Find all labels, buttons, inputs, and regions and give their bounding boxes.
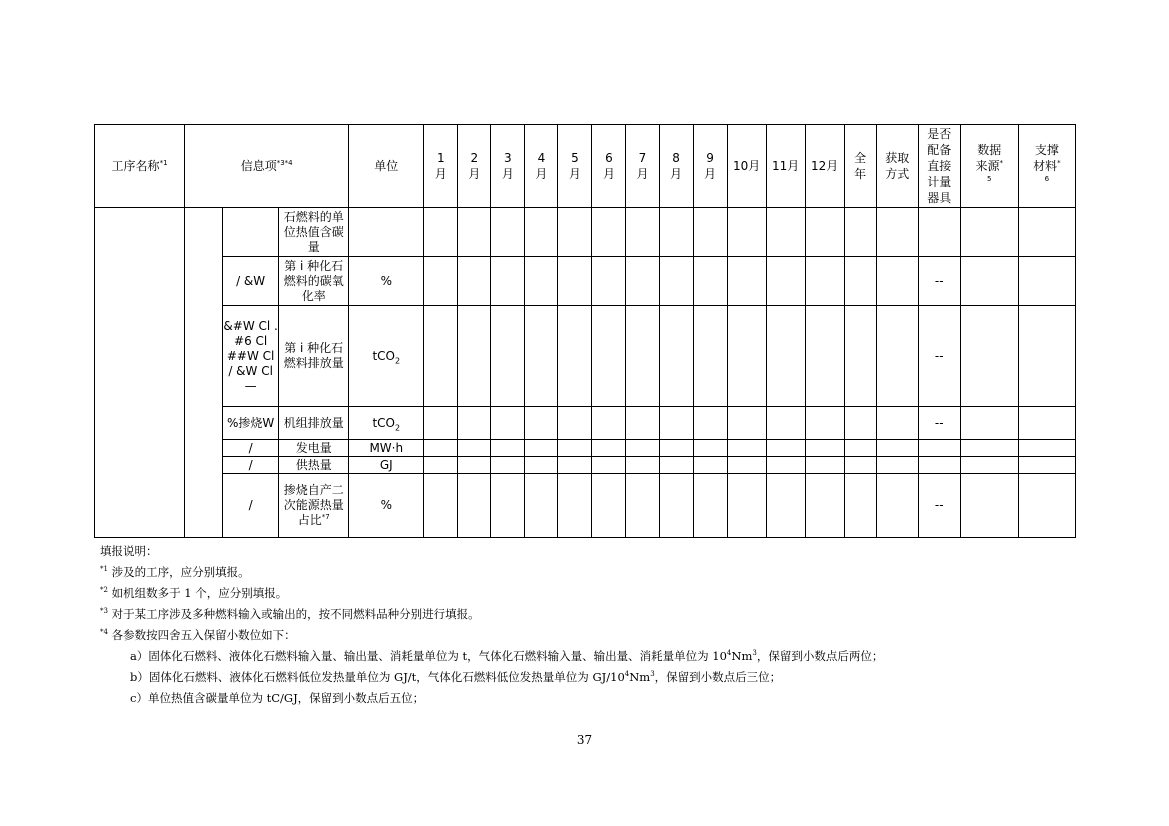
row-meter [918,440,960,457]
table-row [95,208,1076,257]
process-name-cell [95,208,185,538]
note-4c: c）单位热值含碳量单位为 tC/GJ，保留到小数点后五位； [130,691,425,705]
row-unit [349,208,424,257]
note-4: $^{*4}$ 各参数按四舍五入保留小数位如下： [100,628,296,642]
header-month-1: 1月 [424,125,458,208]
row-symbol: %掺烧W [223,407,279,440]
header-info-item: 信息项$^{*3*4}$ [185,125,349,208]
row-unit: tCO$_2$ [349,407,424,440]
row-unit: % [349,474,424,538]
header-support: 支撑材料$^{*6}$ [1018,125,1075,208]
row-unit: % [349,257,424,306]
header-process-name: 工序名称$^{*1}$ [95,125,185,208]
note-2: $^{*2}$ 如机组数多于 1 个，应分别填报。 [100,586,288,600]
header-data-source: 数据来源$^{*5}$ [960,125,1018,208]
header-month-10: 10月 [727,125,766,208]
header-month-3: 3月 [491,125,525,208]
header-row [95,125,1076,208]
row-description: 发电量 [279,440,349,457]
sub-group-cell [185,208,223,538]
row-symbol: / &W [223,257,279,306]
header-month-12: 12月 [805,125,844,208]
row-symbol [223,208,279,257]
row-description: 机组排放量 [279,407,349,440]
header-month-9: 9月 [693,125,727,208]
header-month-6: 6月 [592,125,626,208]
header-month-7: 7月 [626,125,659,208]
table-row [95,457,1076,474]
row-description: 石燃料的单位热值含碳量 [279,208,349,257]
header-month-2: 2月 [458,125,491,208]
header-acquisition: 获取方式 [876,125,918,208]
header-month-5: 5月 [558,125,592,208]
table-row [95,257,1076,306]
note-4a: a）固体化石燃料、液体化石燃料输入量、输出量、消耗量单位为 t，气体化石燃料输入量、输出量、消耗量单位为 $10^4Nm^3$，保留到小数点后两位； [130,649,884,663]
header-direct-meter: 是否配备直接计量器具 [918,125,960,208]
row-description: 第 i 种化石燃料的碳氧化率 [279,257,349,306]
header-month-8: 8月 [659,125,693,208]
reporting-table [94,124,1076,538]
row-description: 第 i 种化石燃料排放量 [279,306,349,407]
filling-notes [100,541,1060,709]
row-meter: -- [918,407,960,440]
row-meter [918,457,960,474]
row-unit: tCO$_2$ [349,306,424,407]
header-month-11: 11月 [766,125,805,208]
note-3: $^{*3}$ 对于某工序涉及多种燃料输入或输出的，按不同燃料品种分别进行填报。 [100,607,480,621]
row-description: 供热量 [279,457,349,474]
notes-title: 填报说明： [100,544,158,558]
table-row [95,407,1076,440]
table-row [95,306,1076,407]
row-symbol: / [223,457,279,474]
row-unit: GJ [349,457,424,474]
row-meter: -- [918,474,960,538]
row-unit: MW·h [349,440,424,457]
header-month-4: 4月 [525,125,558,208]
row-meter: -- [918,306,960,407]
row-meter: -- [918,257,960,306]
note-4b: b）固体化石燃料、液体化石燃料低位发热量单位为 GJ/t，气体化石燃料低位发热量单位为 $GJ/10^4Nm^3$，保留到小数点后三位； [130,670,782,684]
row-description: 掺烧自产二次能源热量占比$^{*7}$ [279,474,349,538]
header-unit: 单位 [349,125,424,208]
row-symbol: / [223,440,279,457]
row-symbol: &#W Cl . #6 Cl ##W Cl / &W Cl — [223,306,279,407]
header-full-year: 全年 [844,125,876,208]
page-number: 37 [576,733,593,747]
table-row [95,474,1076,538]
row-symbol: / [223,474,279,538]
table-row [95,440,1076,457]
note-1: $^{*1}$ 涉及的工序，应分别填报。 [100,565,250,579]
row-meter [918,208,960,257]
